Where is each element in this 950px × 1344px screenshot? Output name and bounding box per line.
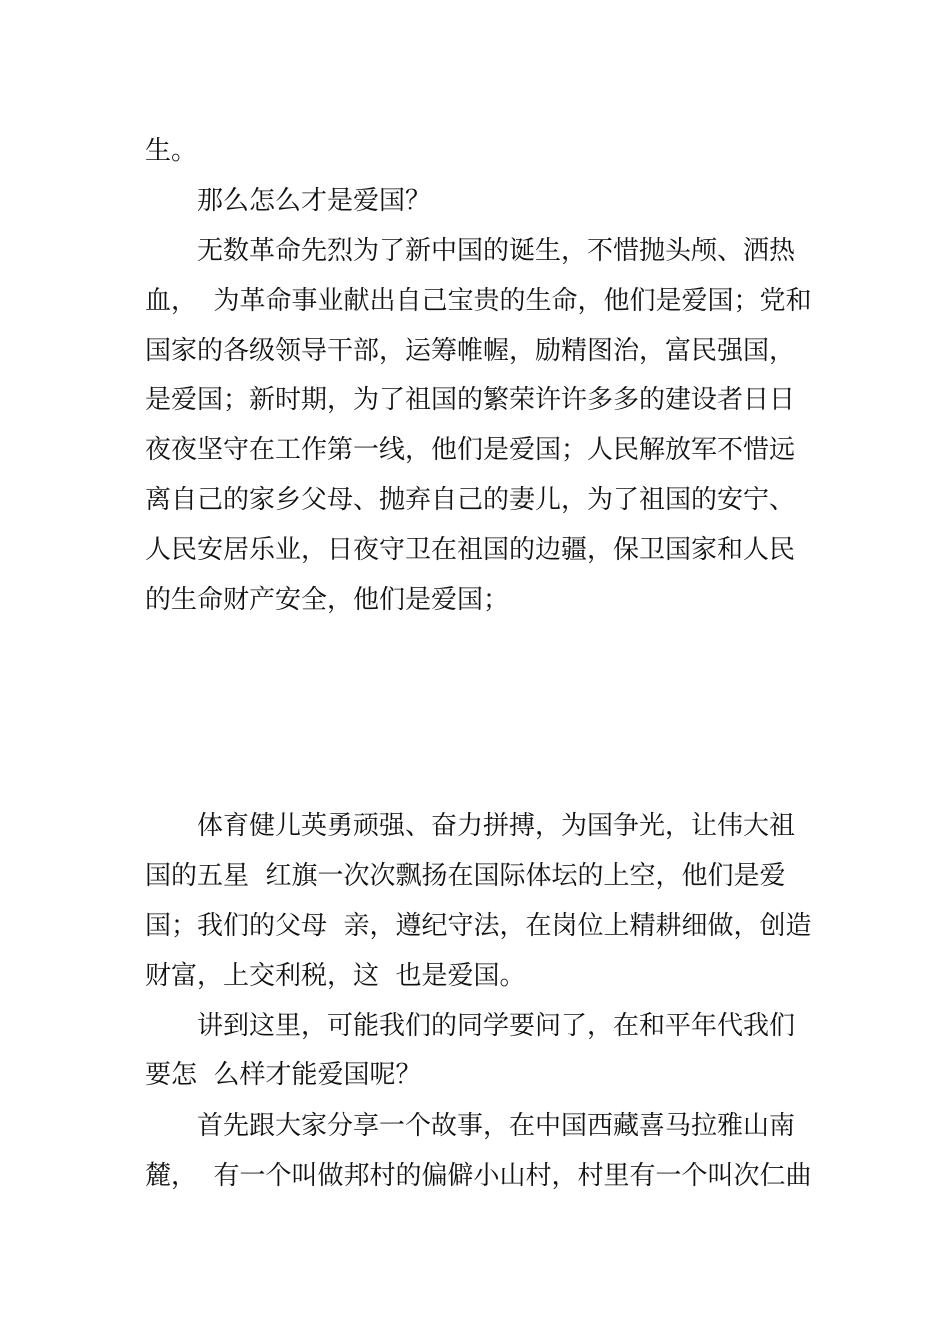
text-line: 国家的各级领导干部，运筹帷幄，励精图治，富民强国， xyxy=(145,336,796,366)
text-line: 离自己的家乡父母、抛弃自己的妻儿，为了祖国的安宁、 xyxy=(145,485,796,515)
text-line: 要怎 么样才能爱国呢？ xyxy=(145,1060,422,1090)
text-line: 财富，上交利税，这 也是爱国。 xyxy=(145,961,526,991)
text-line: 麓， 有一个叫做邦村的偏僻小山村，村里有一个叫次仁曲 xyxy=(145,1161,812,1191)
text-line: 的生命财产安全，他们是爱国； xyxy=(145,585,510,615)
text-line: 人民安居乐业，日夜守卫在祖国的边疆，保卫国家和人民 xyxy=(145,535,796,565)
paragraph-heading-question: 那么怎么才是爱国？ xyxy=(197,186,432,216)
text-line: 血， 为革命事业献出自己宝贵的生命，他们是爱国；党和 xyxy=(145,286,812,316)
text-line: 国；我们的父母 亲，遵纪守法，在岗位上精耕细做，创造 xyxy=(145,911,812,941)
text-line: 无数革命先烈为了新中国的诞生，不惜抛头颅、洒热 xyxy=(197,236,796,266)
text-line: 体育健儿英勇顽强、奋力拼搏，为国争光，让伟大祖 xyxy=(197,811,796,841)
text-line: 讲到这里，可能我们的同学要问了，在和平年代我们 xyxy=(197,1011,796,1041)
text-line: 是爱国；新时期，为了祖国的繁荣许许多多的建设者日日 xyxy=(145,385,796,415)
text-line: 夜夜坚守在工作第一线，他们是爱国；人民解放军不惜远 xyxy=(145,435,796,465)
text-line: 国的五星 红旗一次次飘扬在国际体坛的上空，他们是爱 xyxy=(145,861,786,891)
text-line: 首先跟大家分享一个故事，在中国西藏喜马拉雅山南 xyxy=(197,1111,796,1141)
text-line: 生。 xyxy=(145,136,198,166)
